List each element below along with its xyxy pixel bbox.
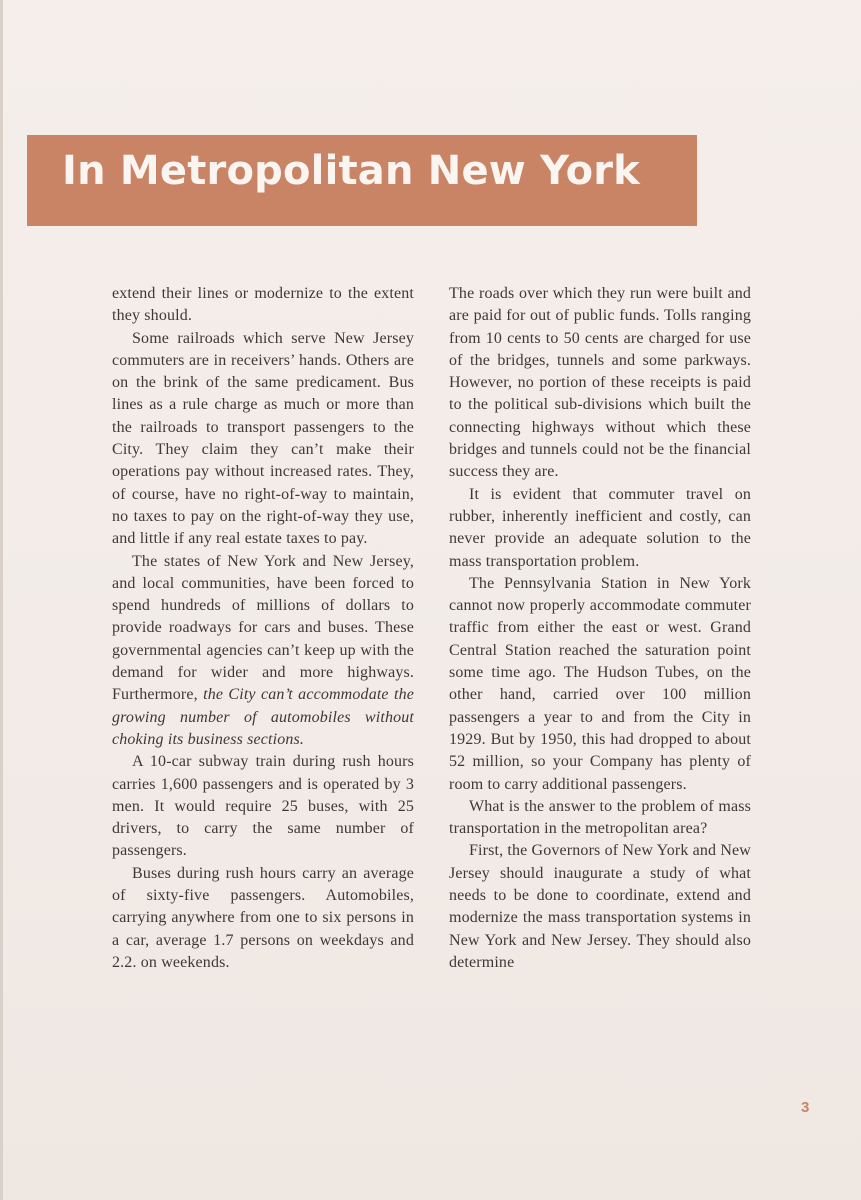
paragraph: The roads over which they run were built and are paid for out of public funds. Tolls ranging from 10 cents to 50 cents are charged for use of the bridges, tunnels and some parkways. However, no portion of these receipts is paid to the political sub-divisions which built the connecting highways without which these bridges and tunnels could not be the financial success they are. xyxy=(449,285,751,481)
page-edge xyxy=(0,0,3,1200)
paragraph: First, the Governors of New York and New Jersey should inaugurate a study of what needs to be done to coordinate, extend and modernize the mass transportation systems in New York and New Jersey. They should also determine xyxy=(449,842,751,971)
paragraph: extend their lines or modernize to the extent they should. xyxy=(112,285,414,325)
paragraph: The Pennsylvania Station in New York cannot now properly accommodate commuter traffic from either the east or west. Grand Central Station reached the saturation point some time ago. The Hudson Tubes, on the other hand, carried over 100 million passengers a year to and from the City in 1929. But by 1950, this had dropped to about 52 million, so your Company has plenty of room to carry additional passengers. xyxy=(449,574,751,793)
paragraph: A 10-car subway train during rush hours carries 1,600 passengers and is operated by 3 men. It would require 25 buses, with 25 drivers, to carry the same number of passengers. xyxy=(112,753,414,860)
page-title: In Metropolitan New York xyxy=(62,148,640,194)
paragraph: It is evident that commuter travel on rubber, inherently inefficient and costly, can never provide an adequate solution to the mass transportation problem. xyxy=(449,485,751,570)
emphasized-text: the City can’t accommodate the growing number of automobiles without choking its business sections. xyxy=(112,686,415,748)
page-number: 3 xyxy=(801,1099,810,1116)
paragraph: Buses during rush hours carry an average of sixty-five passengers. Automobiles, carrying anywhere from one to six persons in a car, average 1.7 persons on weekdays and 2.2. on weekends. xyxy=(112,864,414,971)
paragraph: Some railroads which serve New Jersey commuters are in receivers’ hands. Others are on the brink of the same predicament. Bus lines as a rule charge as much or more than the railroads to transport passengers to the City. They claim they can’t make their operations pay without increased rates. They, of course, have no right-of-way to maintain, no taxes to pay on the right-of-way they use, and little if any real estate taxes to pay. xyxy=(112,329,414,548)
right-column xyxy=(449,283,751,974)
paragraph: What is the answer to the problem of mass transportation in the metropolitan area? xyxy=(449,797,751,838)
left-column xyxy=(112,283,414,974)
paragraph xyxy=(112,551,414,752)
paragraph-text: The states of New York and New Jersey, and local communities, have been forced to spend hundreds of millions of dollars to provide roadways for cars and buses. These governmental agencies can’t keep up with the demand for wider and more highways. Furthermore, xyxy=(112,552,414,704)
